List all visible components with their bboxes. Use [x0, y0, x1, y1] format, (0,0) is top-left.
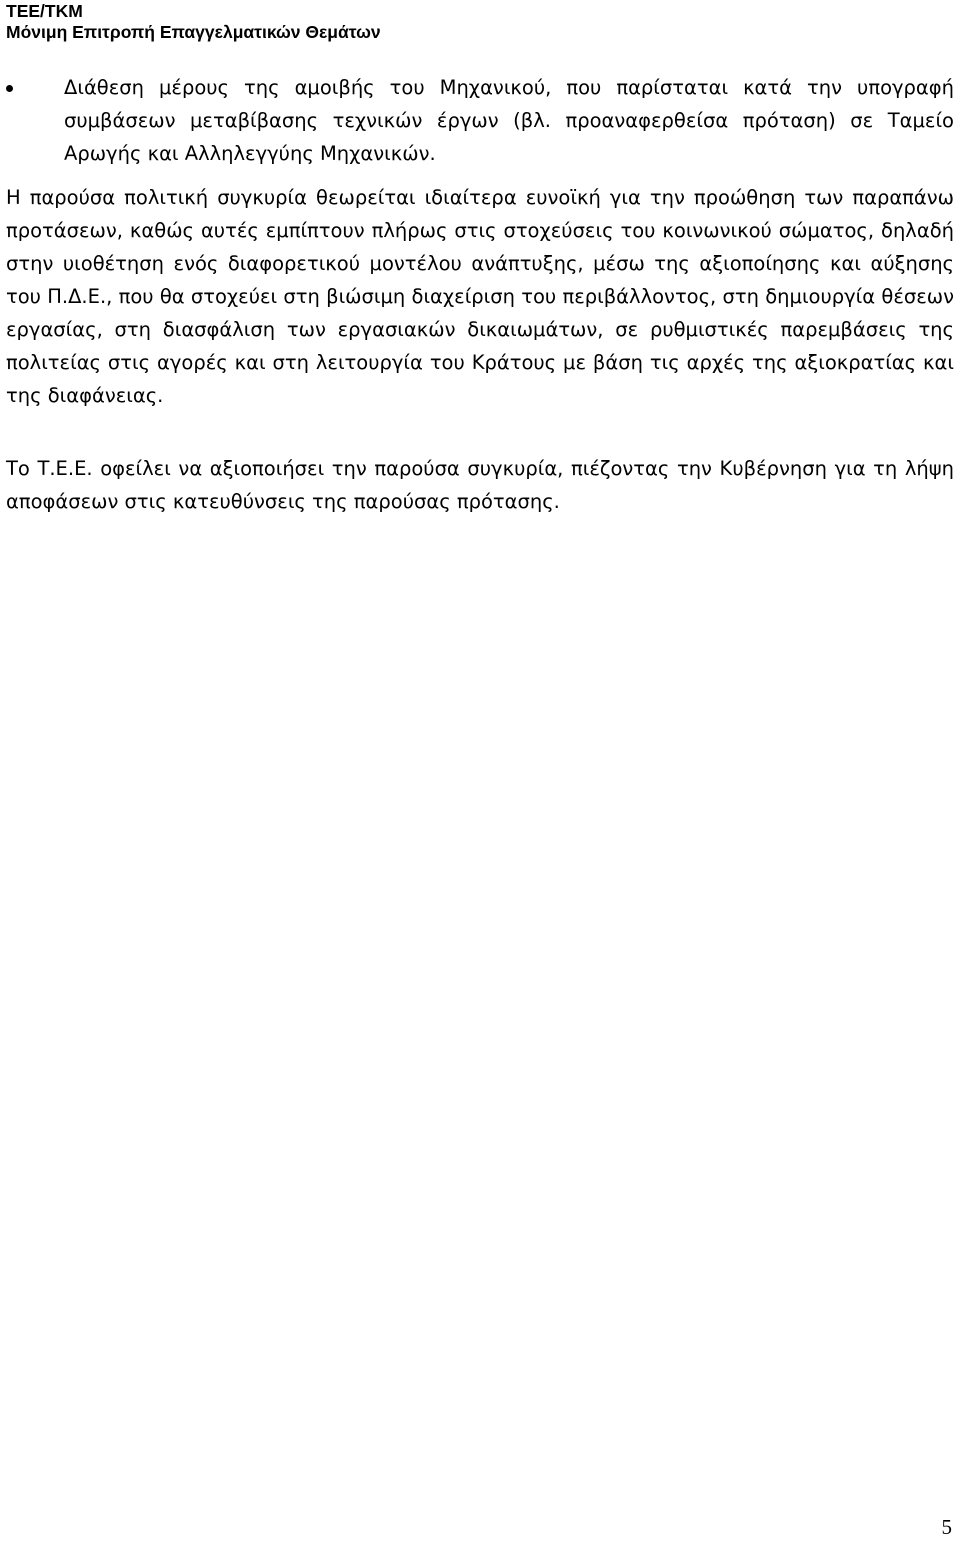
page-number: 5: [941, 1515, 952, 1539]
page-header: [6, 1, 946, 43]
header-committee: Μόνιμη Επιτροπή Επαγγελματικών Θεμάτων: [6, 22, 381, 42]
body-paragraph-1: Η παρούσα πολιτική συγκυρία θεωρείται ιδιαίτερα ευνοϊκή για την προώθηση των παραπάνω προτάσεων, καθώς αυτές εμπίπτουν πλήρως στις στοχεύσεις του κοινωνικού σώματος, δηλαδή στην υιοθέτηση ενός διαφορετικού μοντέλου ανάπτυξης, μέσω της αξιοποίησης και αύξησης του Π.Δ.Ε., που θα στοχεύει στη βιώσιμη διαχείριση του περιβάλλοντος, στη δημιουργία θέσεων εργασίας, στη διασφάλιση των εργασιακών δικαιωμάτων, σε ρυθμιστικές παρεμβάσεις της πολιτείας στις αγορές και στη λειτουργία του Κράτους με βάση τις αρχές της αξιοκρατίας και της διαφάνειας.: [6, 186, 954, 407]
bullet-list-item: Διάθεση μέρους της αμοιβής του Μηχανικού, που παρίσταται κατά την υπογραφή συμβάσεων μεταβίβασης τεχνικών έργων (βλ. προαναφερθείσα πρόταση) σε Ταμείο Αρωγής και Αλληλεγγύης Μηχανικών.: [64, 76, 954, 165]
bullet-icon: [6, 85, 13, 92]
header-org: TEE/TKM: [6, 1, 83, 21]
body-paragraph-2: Το Τ.Ε.Ε. οφείλει να αξιοποιήσει την παρούσα συγκυρία, πιέζοντας την Κυβέρνηση για τη λήψη αποφάσεων στις κατευθύνσεις της παρούσας πρότασης.: [6, 457, 954, 513]
